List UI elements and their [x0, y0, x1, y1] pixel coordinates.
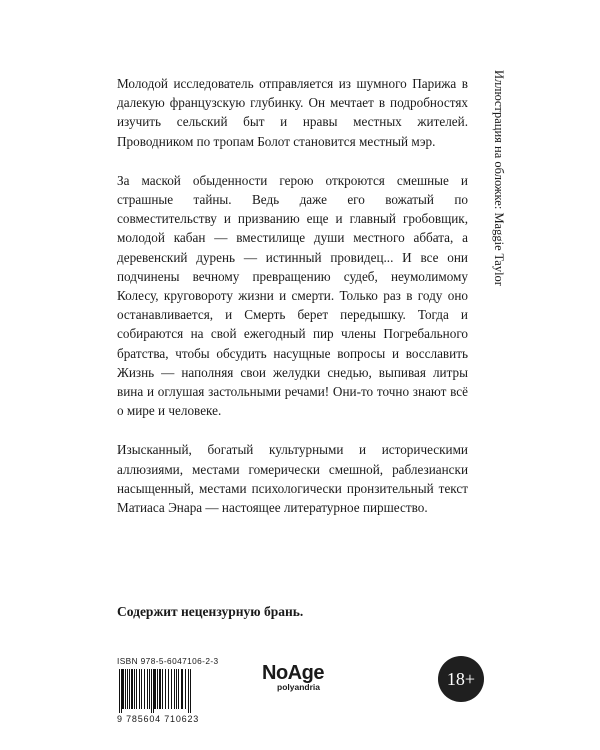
publisher-logo-main: NoAge	[262, 662, 324, 684]
barcode-digits: 9 785604 710623	[117, 714, 200, 724]
blurb-paragraph-3: Изысканный, богатый культурными и историческими аллюзиями, местами гомерически смешной, раблезиански насыщенный, местами психологически пронзительный текст Матиаса Энара — настоящее литературное пиршество.	[117, 442, 468, 516]
publisher-logo	[262, 662, 342, 692]
publisher-logo-sub: polyandria	[277, 682, 320, 692]
blurb-paragraph-1: Молодой исследователь отправляется из шумного Парижа в далекую французскую глубинку. Он мечтает в подробностях изучить сельский быт и нравы местных жителей. Проводником по тропам Болот становится местный мэр.	[117, 76, 468, 149]
cover-illustration-credit: Иллюстрация на обложке: Maggie Taylor	[492, 70, 506, 286]
blurb-paragraph-2: За маской обыденности герою откроются смешные и страшные тайны. Ведь даже его вожатый по совместительству и призванию еще и главный гробовщик, молодой кабан — вместилище души местного аббата, а деревенский дурень — истинный провидец... И все они подчинены вечному превращению судеб, неумолимому Колесу, круговороту жизни и смерти. Только раз в году оно останавливается, и Смерть берет передышку. Тогда и собираются на свой ежегодный пир члены Погребального братства, чтобы обсудить насущные вопросы и восславить Жизнь — наполняя свои желудки снедью, выпивая литры вина и оглушая застольными речами! Они-то точно знают всё о мире и человеке.	[117, 172, 468, 419]
isbn-label: ISBN 978-5-6047106-2-3	[117, 656, 219, 666]
barcode	[117, 669, 225, 713]
isbn-block	[117, 656, 227, 724]
blurb-text	[117, 74, 468, 537]
content-warning: Содержит нецензурную брань.	[117, 604, 304, 619]
age-rating-badge: 18+	[438, 656, 484, 702]
